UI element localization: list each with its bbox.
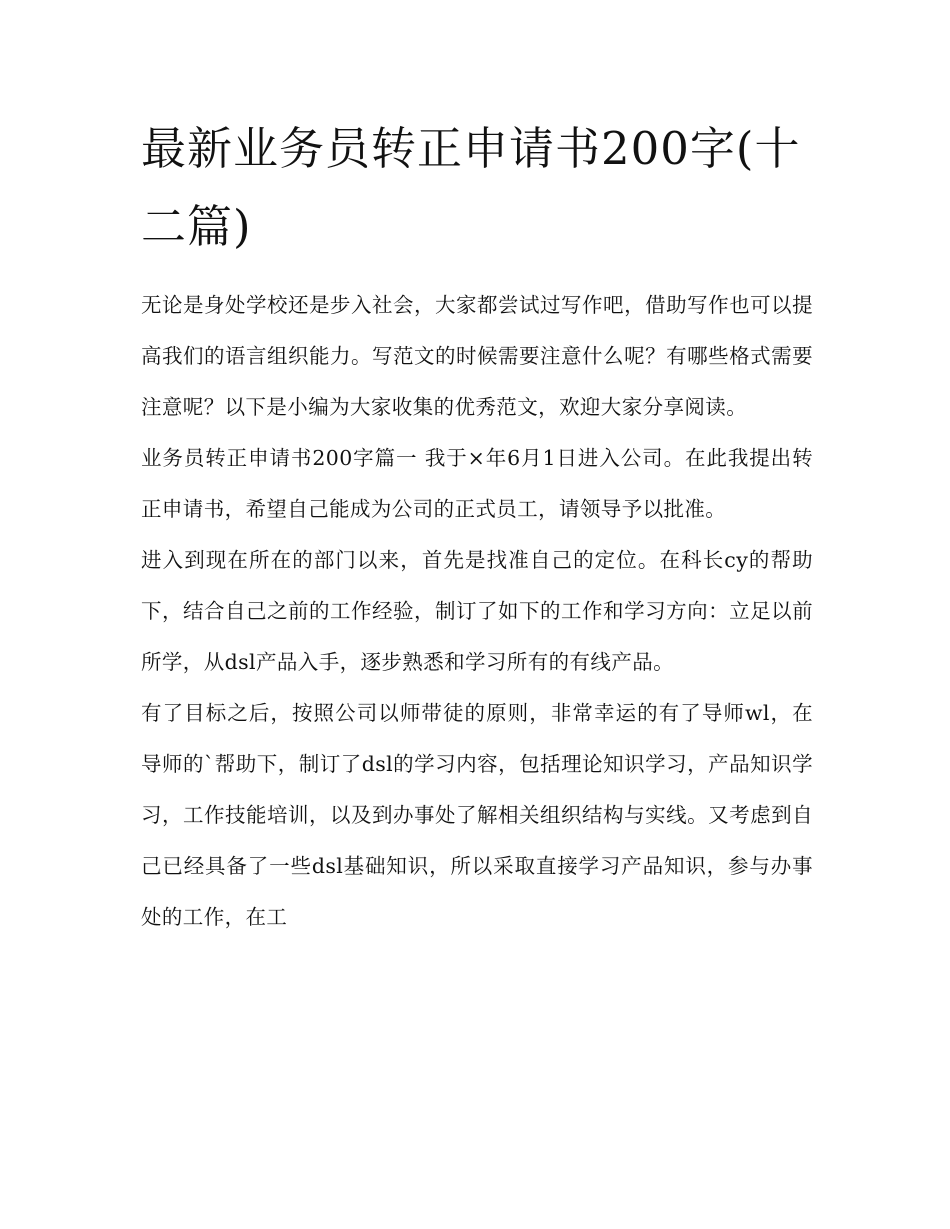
paragraph-positioning: 进入到现在所在的部门以来，首先是找准自己的定位。在科长cy的帮助下，结合自己之前的工作经验，制订了如下的工作和学习方向：立足以前所学，从dsl产品入手，逐步熟悉和学习所有的有线产品。 <box>141 548 813 674</box>
document-title: 最新业务员转正申请书200字(十二篇) <box>141 122 801 253</box>
document-body <box>141 110 813 943</box>
paragraph-section-one: 业务员转正申请书200字篇一 我于×年6月1日进入公司。在此我提出转正申请书，希望自己能成为公司的正式员工，请领导予以批准。 <box>141 446 813 521</box>
paragraph-intro: 无论是身处学校还是步入社会，大家都尝试过写作吧，借助写作也可以提高我们的语言组织能力。写范文的时候需要注意什么呢？有哪些格式需要注意呢？以下是小编为大家收集的优秀范文，欢迎大家分享阅读。 <box>141 293 813 419</box>
paragraph-mentor: 有了目标之后，按照公司以师带徒的原则，非常幸运的有了导师wl，在导师的`帮助下，制订了dsl的学习内容，包括理论知识学习，产品知识学习，工作技能培训，以及到办事处了解相关组织结构与实线。又考虑到自己已经具备了一些dsl基础知识，所以采取直接学习产品知识，参与办事处的工作，在工 <box>141 701 813 929</box>
